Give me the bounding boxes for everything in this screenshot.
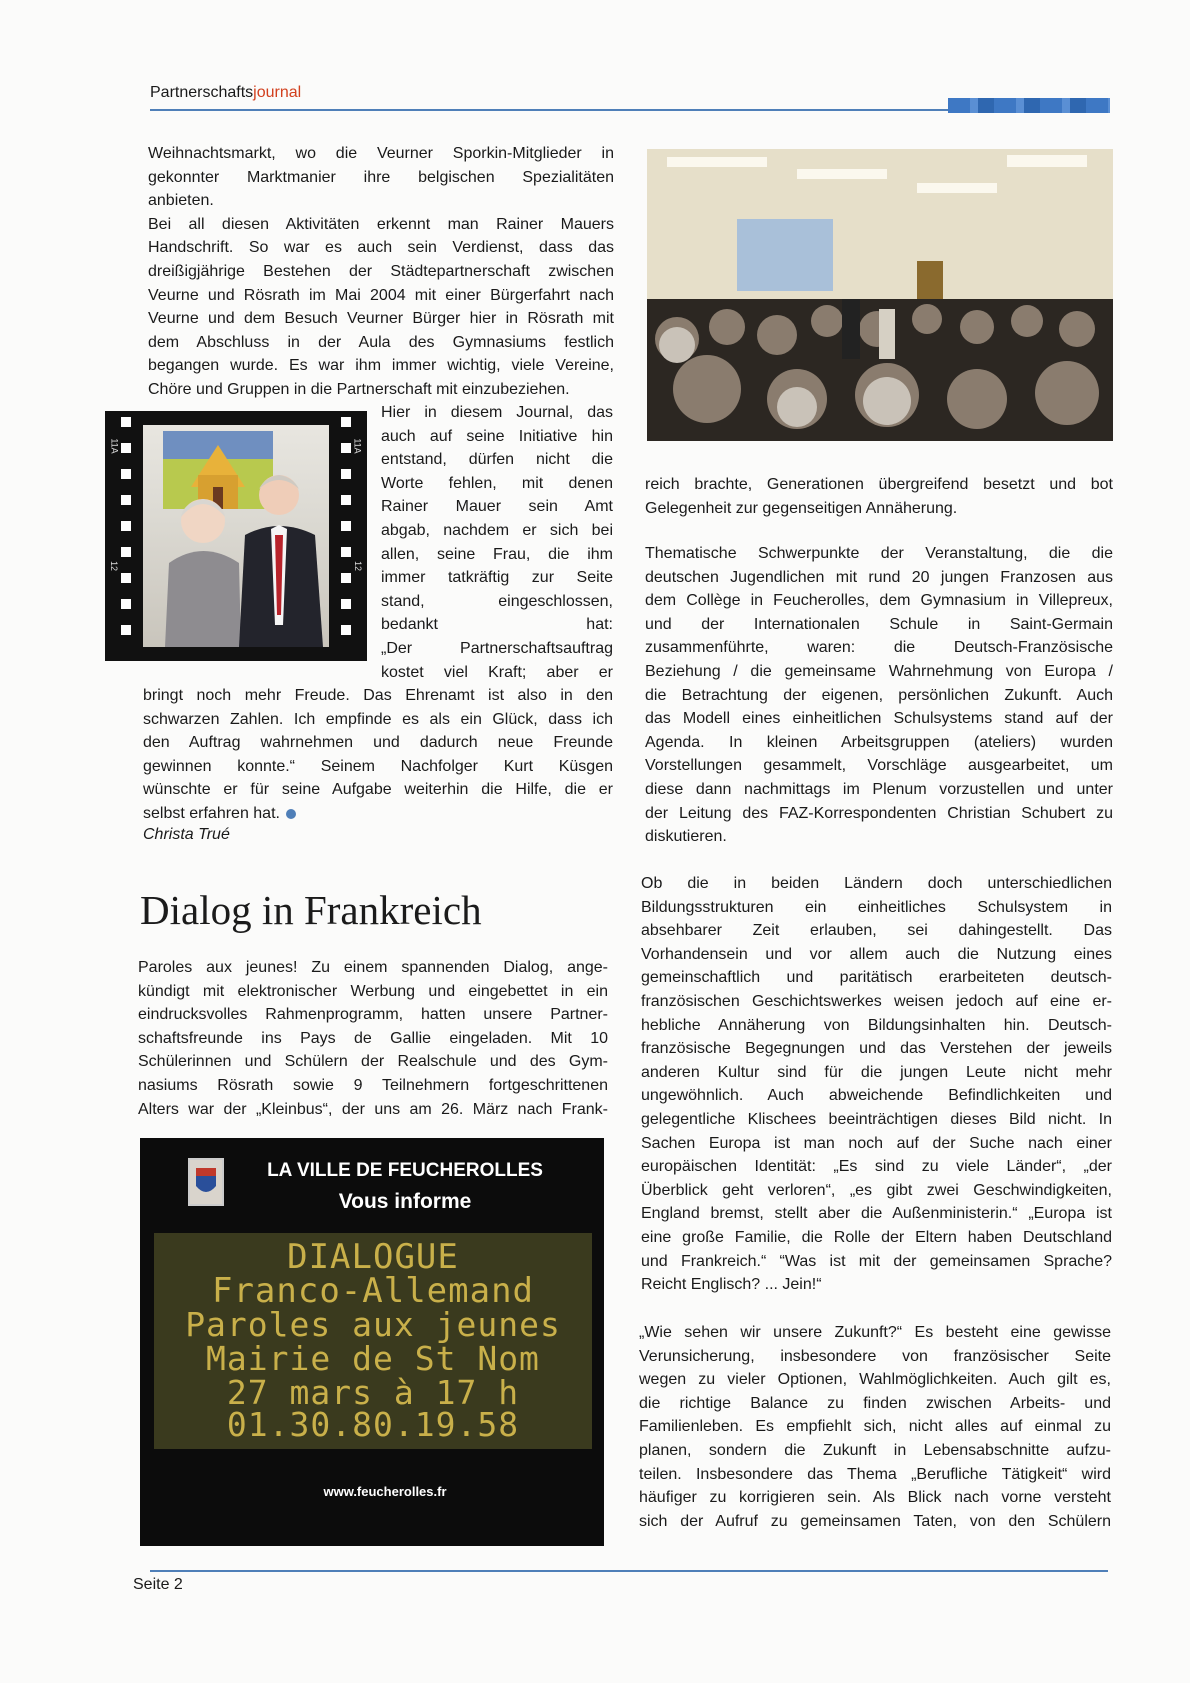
text-line: [143, 778, 613, 802]
text-line-content: zusammenführte, waren: die Deutsch-Französische: [645, 639, 1113, 657]
text-line: [641, 896, 1112, 920]
text-line-content: europäischen Identität: „Es sind zu viele Länder“, „der: [641, 1158, 1112, 1176]
conference-photo: [647, 149, 1113, 441]
text-line-content: eine große Familie, die Rolle der Eltern haben Deutschland: [641, 1228, 1112, 1246]
text-line: [148, 354, 614, 378]
text-line-content: sich der Aufruf zu gemeinsamen Taten, von den Schülern: [639, 1512, 1111, 1530]
led-line: Franco-Allemand: [211, 1271, 535, 1311]
text-line-content: dem Abschluss in der Aula des Gymnasiums festlich: [148, 333, 614, 351]
text-line: [381, 448, 613, 472]
right-paragraph-4: [639, 1321, 1111, 1533]
text-line-content: teilen. Insbesondere das Thema „Berufliche Tätigkeit“ wird: [639, 1465, 1111, 1483]
text-line: [639, 1321, 1111, 1345]
text-line: [639, 1439, 1111, 1463]
text-line: [645, 754, 1113, 778]
text-line-content: Handschrift. So war es auch sein Verdienst, dass das: [148, 239, 614, 257]
text-line: [381, 401, 613, 425]
text-line-content: Ob die in beiden Ländern doch unterschiedlichen: [641, 875, 1112, 892]
film-perforation-right: [341, 417, 351, 655]
text-line-content: Paroles aux jeunes! Zu einem spannenden Dialog, ange-: [138, 959, 608, 976]
text-line-content: und der Internationalen Schule in Saint-Germain: [645, 615, 1113, 633]
text-line: [138, 980, 608, 1004]
text-line-content: Überblick geht verloren“, „es gibt zwei Geschwindigkeiten,: [641, 1181, 1112, 1199]
text-line: [639, 1392, 1111, 1416]
text-line: [645, 707, 1113, 731]
text-line-content: die richtige Balance zu finden zwischen Arbeits- und: [639, 1394, 1111, 1412]
led-display: [154, 1233, 592, 1449]
sign-url: www.feucherolles.fr: [323, 1484, 447, 1499]
text-line: [639, 1415, 1111, 1439]
led-line: 27 mars à 17 h: [226, 1373, 520, 1412]
text-line-content: Weihnachtsmarkt, wo die Veurner Sporkin-Mitglieder in: [148, 145, 614, 162]
article-title: Dialog in Frankreich: [140, 887, 482, 933]
text-line-content: Beziehung / die gemeinsame Wahrnehmung von Europa /: [645, 662, 1113, 680]
feucherolles-sign-photo: [140, 1138, 604, 1546]
text-line: [381, 519, 613, 543]
text-line-content: dem Collège in Feucherolles, dem Gymnasium in Villepreux,: [645, 592, 1113, 610]
text-line: [143, 731, 613, 755]
left-text-top: [148, 142, 614, 402]
text-line: [148, 142, 614, 166]
text-line: [148, 166, 614, 190]
text-line-content: gekonnter Marktmanier ihre belgischen Spezialitäten: [148, 168, 614, 186]
text-line-content: gewinnen konnte.“ Seinem Nachfolger Kurt Küsgen: [143, 757, 613, 775]
text-line: [138, 1003, 608, 1027]
text-line-content: Rainer Mauer sein Amt: [381, 498, 613, 516]
text-line: [143, 755, 613, 779]
text-line-content: „Der Partnerschaftsauftrag: [381, 639, 613, 657]
text-line-content: Veurne und dem Besuch Veurner Bürger hier in Rösrath mit: [148, 310, 614, 328]
text-line-content: Gelegenheit zur gegenseitigen Annäherung.: [645, 499, 958, 517]
text-line-content: „Wie sehen wir unsere Zukunft?“ Es besteht eine gewisse: [639, 1324, 1111, 1341]
text-line-content: kostet viel Kraft; aber er: [381, 663, 613, 681]
text-line: [645, 589, 1113, 613]
text-line-content: Bei all diesen Aktivitäten erkennt man Rainer Mauers: [148, 215, 614, 233]
text-line: [148, 307, 614, 331]
text-line-content: Familienleben. Es empfiehlt sich, nicht alles auf einmal zu: [639, 1418, 1111, 1436]
text-line-content: häufiger zu korrigieren sein. Als Blick nach vorne versteht: [639, 1489, 1111, 1507]
text-line: [645, 497, 1113, 521]
film-label: 11A: [109, 438, 120, 454]
text-line: [381, 637, 613, 661]
text-line-content: diese dann nachmittags im Plenum vorzustellen und unter: [645, 780, 1113, 798]
text-line-content: Vorstellungen gesammelt, Vorschläge ausgearbeitet, um: [645, 757, 1113, 775]
text-line: [641, 966, 1112, 990]
text-line: [645, 613, 1113, 637]
text-line-content: kündigt mit elektronischer Werbung und eingebettet in ein: [138, 982, 608, 1000]
left-text-bottom: [143, 684, 613, 844]
led-line: Paroles aux jeunes: [185, 1305, 561, 1344]
text-line: [641, 919, 1112, 943]
text-line-content: Reicht Englisch? ... Jein!“: [641, 1276, 822, 1294]
text-line: [143, 684, 613, 708]
text-line: [641, 1179, 1112, 1203]
text-line-content: anbieten.: [148, 192, 214, 210]
text-line-content: Agenda. In kleinen Arbeitsgruppen (ateliers) wurden: [645, 733, 1113, 751]
article-intro: [138, 956, 608, 1121]
text-line: [641, 1250, 1112, 1274]
text-line-content: und Frankreich.“ “Was ist mit der gemeinsamen Sprache?: [641, 1252, 1112, 1270]
text-line: [148, 378, 614, 402]
text-line: [641, 1084, 1112, 1108]
text-line-content: gemeinschaftlich und paritätisch erarbeiteten deutsch-: [641, 969, 1112, 987]
text-line-content: wünschte er für seine Aufgabe weiterhin die Hilfe, die er: [143, 781, 613, 799]
text-line-content: auch auf seine Initiative hin: [381, 427, 613, 445]
text-line-content: Bildungsstrukturen ein einheitliches Schulsystem in: [641, 898, 1112, 916]
led-line: 01.30.80.19.58: [226, 1405, 520, 1444]
couple-photo: [143, 425, 329, 647]
text-line: [641, 1273, 1112, 1297]
text-line-content: schaftsfreunde ins Pays de Gallie eingeladen. Mit 10: [138, 1029, 608, 1047]
led-line: Mairie de St Nom: [206, 1339, 540, 1378]
text-line: [641, 1132, 1112, 1156]
text-line: [138, 1027, 608, 1051]
text-line-content: die Betrachtung der eigenen, persönlichen Zukunft. Auch: [645, 686, 1113, 704]
text-line-content: hebliche Annäherung von Bildungsinhalten hin. Deutsch-: [641, 1016, 1112, 1034]
text-line-content: das Modell eines einheitlichen Schulsystems stand auf der: [645, 710, 1113, 728]
filmstrip-photo: [105, 411, 367, 661]
text-line-content: dreißigjährige Bestehen der Städtepartnerschaft zwischen: [148, 262, 614, 280]
sign-subheading: Vous informe: [338, 1190, 472, 1213]
left-text-narrow: [381, 401, 613, 684]
text-line-content: planen, sondern die Zukunft in Lebensabschnitte aufzu-: [639, 1441, 1111, 1459]
text-line-content: Verunsicherung, insbesondere von französischer Seite: [639, 1347, 1111, 1365]
text-line: [381, 590, 613, 614]
text-line: [645, 731, 1113, 755]
text-line-content: reich brachte, Generationen übergreifend besetzt und bot: [645, 476, 1113, 493]
text-line-content: Hier in diesem Journal, das: [381, 404, 613, 421]
text-line: [645, 566, 1113, 590]
text-line: [645, 684, 1113, 708]
text-line-content: Chöre und Gruppen in die Partnerschaft mit einzubeziehen.: [148, 380, 570, 398]
text-line: [381, 566, 613, 590]
text-line: [148, 236, 614, 260]
text-line-content: französische Begegnungen und das Verstehen der jeweils: [641, 1040, 1112, 1058]
text-line-content: bringt noch mehr Freude. Das Ehrenamt ist also in den: [143, 687, 613, 704]
text-line-content: Sachen Europa ist man noch auf der Suche nach einer: [641, 1134, 1112, 1152]
text-line: [645, 636, 1113, 660]
text-line-content: begangen wurde. Es war ihm immer wichtig, viele Vereine,: [148, 357, 614, 375]
text-line: [148, 260, 614, 284]
text-line: [143, 708, 613, 732]
text-line: [641, 1155, 1112, 1179]
text-line: [641, 1037, 1112, 1061]
text-line: [381, 472, 613, 496]
journal-header: [150, 84, 301, 102]
text-line-content: den Auftrag wahrnehmen und dadurch neue Freunde: [143, 734, 613, 752]
text-line: [138, 1050, 608, 1074]
text-line: [381, 543, 613, 567]
text-line: [641, 1226, 1112, 1250]
text-line: [381, 613, 613, 637]
text-line: [138, 956, 608, 980]
text-line-content: nasiums Rösrath sowie 9 Teilnehmern fortgeschrittenen: [138, 1076, 608, 1094]
text-line: [381, 495, 613, 519]
text-line: [639, 1345, 1111, 1369]
text-line-content: entstand, dürfen nicht die: [381, 451, 613, 469]
text-line-content: eindrucksvolles Rahmenprogramm, hatten unsere Partner-: [138, 1006, 608, 1024]
film-label: 11A: [352, 438, 363, 454]
page-number: Seite 2: [133, 1576, 183, 1593]
text-line: [148, 213, 614, 237]
text-line: [641, 1108, 1112, 1132]
text-line-content: ungewöhnlich. Auch abweichende Befindlichkeiten und: [641, 1087, 1112, 1105]
journal-title: Partnerschafts: [150, 84, 254, 101]
film-label: 12: [109, 560, 120, 572]
text-line: [148, 331, 614, 355]
text-line: [138, 1074, 608, 1098]
text-line-content: bedankt hat:: [381, 616, 613, 634]
text-line: [639, 1368, 1111, 1392]
text-line: [645, 778, 1113, 802]
film-label: 12: [352, 560, 363, 572]
text-line: [641, 1202, 1112, 1226]
text-line-content: deutschen Jugendlichen mit rund 20 jungen Franzosen aus: [645, 568, 1113, 586]
right-paragraph-3: [641, 872, 1112, 1297]
text-line-content: absehbarer Zeit erlauben, sei dahingestellt. Das: [641, 922, 1112, 940]
text-line-content: anderen Kultur sind für die jungen Leute nicht mehr: [641, 1063, 1112, 1081]
article-author: Christa Trué: [143, 825, 230, 843]
text-line: [641, 1061, 1112, 1085]
text-line: [645, 542, 1113, 566]
text-line-content: allen, seine Frau, die ihm: [381, 545, 613, 563]
footer-rule: [150, 1570, 1108, 1572]
text-line-content: Worte fehlen, mit denen: [381, 474, 613, 492]
text-line: [641, 990, 1112, 1014]
journal-title-accent: journal: [253, 84, 302, 101]
text-line-content: französischen Geschichtswerkes weisen jedoch auf eine er-: [641, 992, 1112, 1010]
text-line: [641, 1014, 1112, 1038]
text-line: [148, 284, 614, 308]
text-line: [639, 1510, 1111, 1534]
text-line-content: immer tatkräftig zur Seite: [381, 569, 613, 587]
right-paragraph-2: [645, 542, 1113, 849]
film-perforation-left: [121, 417, 131, 655]
text-line-content: der Leitung des FAZ-Korrespondenten Christian Schubert zu: [645, 804, 1113, 822]
text-line: [645, 825, 1113, 849]
text-line-content: selbst erfahren hat.: [143, 804, 280, 822]
sign-heading: LA VILLE DE FEUCHEROLLES: [267, 1160, 543, 1181]
text-line: [639, 1463, 1111, 1487]
text-line-content: Alters war der „Kleinbus“, der uns am 26. März nach Frank-: [138, 1100, 608, 1118]
led-line: DIALOGUE: [287, 1237, 459, 1277]
header-decoration-bar: [948, 98, 1110, 113]
text-line: [138, 1098, 608, 1122]
text-line-content: Vorhandensein und vor allem auch die Nutzung eines: [641, 945, 1112, 963]
text-line: [639, 1486, 1111, 1510]
text-line-content: diskutieren.: [645, 828, 727, 846]
text-line: [641, 943, 1112, 967]
text-line-content: Veurne und Rösrath im Mai 2004 mit einer Bürgerfahrt nach: [148, 286, 614, 304]
text-line-content: abgab, nachdem er sich bei: [381, 521, 613, 539]
text-line-content: England bremst, stellt aber die Außenministerin.“ „Europa ist: [641, 1205, 1112, 1223]
text-line-content: schwarzen Zahlen. Ich empfinde es als ein Glück, dass ich: [143, 710, 613, 728]
right-paragraph-1: [645, 473, 1113, 520]
text-line-content: Schülerinnen und Schülern der Realschule und des Gym-: [138, 1053, 608, 1071]
text-line: [645, 660, 1113, 684]
text-line: [645, 802, 1113, 826]
text-line: [381, 425, 613, 449]
text-line-content: stand, eingeschlossen,: [381, 592, 613, 610]
text-line: [381, 661, 613, 685]
text-line: [143, 802, 613, 826]
end-bullet-icon: [286, 809, 296, 819]
coat-of-arms-icon: [188, 1158, 224, 1206]
text-line-content: wegen zu vieler Optionen, Wahlmöglichkeiten. Auch gilt es,: [639, 1371, 1111, 1389]
text-line-content: Thematische Schwerpunkte der Veranstaltung, die die: [645, 545, 1113, 562]
text-line: [645, 473, 1113, 497]
text-line: [641, 872, 1112, 896]
text-line: [148, 189, 614, 213]
text-line-content: gelegentliche Klischees beeinträchtigen dieses Bild nicht. In: [641, 1110, 1112, 1128]
